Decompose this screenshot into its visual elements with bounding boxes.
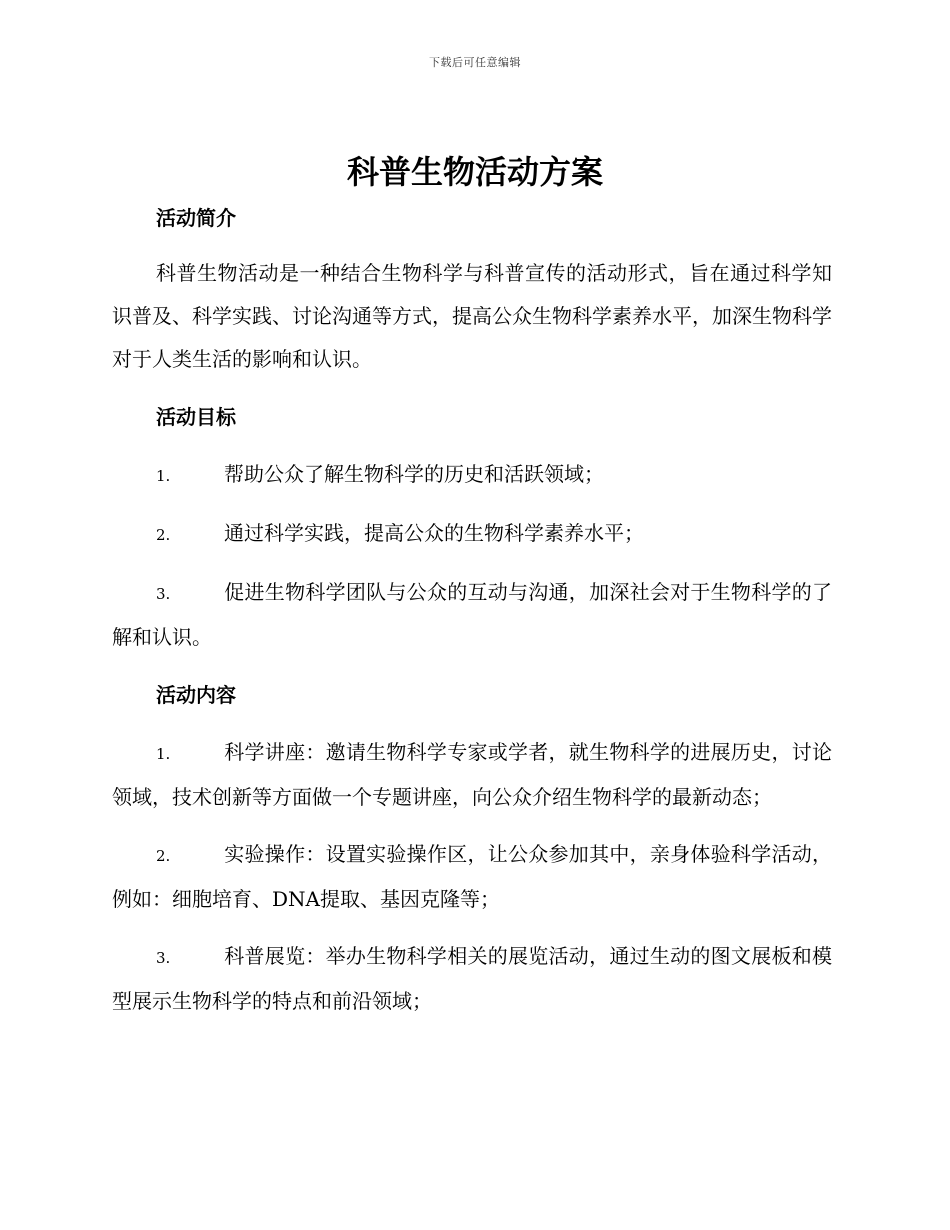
list-number: 2. (156, 847, 171, 865)
goal-item-2 (112, 512, 832, 557)
list-number: 1. (156, 745, 171, 763)
content-item-text: 科学讲座：邀请生物科学专家或学者，就生物科学的进展历史，讨论领域，技术创新等方面做一个专题讲座，向公众介绍生物科学的最新动态； (112, 740, 832, 809)
document-title: 科普生物活动方案 (346, 153, 603, 191)
list-number: 3. (156, 949, 171, 967)
section-heading-intro: 活动简介 (156, 206, 236, 230)
content-item-text: 科普展览：举办生物科学相关的展览活动，通过生动的图文展板和模型展示生物科学的特点和前沿领域； (112, 944, 832, 1013)
section-heading-content: 活动内容 (156, 683, 236, 707)
goal-item-1 (112, 453, 832, 498)
content-item-2 (112, 833, 832, 921)
section-heading-goals: 活动目标 (156, 405, 236, 429)
list-number: 1. (156, 467, 171, 485)
intro-paragraph: 科普生物活动是一种结合生物科学与科普宣传的活动形式，旨在通过科学知识普及、科学实践、讨论沟通等方式，提高公众生物科学素养水平，加深生物科学对于人类生活的影响和认识。 (112, 261, 832, 371)
list-number: 2. (156, 526, 171, 544)
goal-item-3 (112, 571, 832, 659)
content-item-1 (112, 731, 832, 819)
document-body (112, 196, 832, 1023)
header-note: 下载后可任意编辑 (429, 56, 521, 69)
content-item-text: 实验操作：设置实验操作区，让公众参加其中，亲身体验科学活动，例如：细胞培育、DNA提取、基因克隆等； (112, 842, 832, 911)
goal-item-text: 帮助公众了解生物科学的历史和活跃领域； (224, 462, 604, 486)
content-item-3 (112, 935, 832, 1023)
list-number: 3. (156, 585, 171, 603)
goal-item-text: 促进生物科学团队与公众的互动与沟通，加深社会对于生物科学的了解和认识。 (112, 580, 832, 649)
goal-item-text: 通过科学实践，提高公众的生物科学素养水平； (224, 521, 644, 545)
